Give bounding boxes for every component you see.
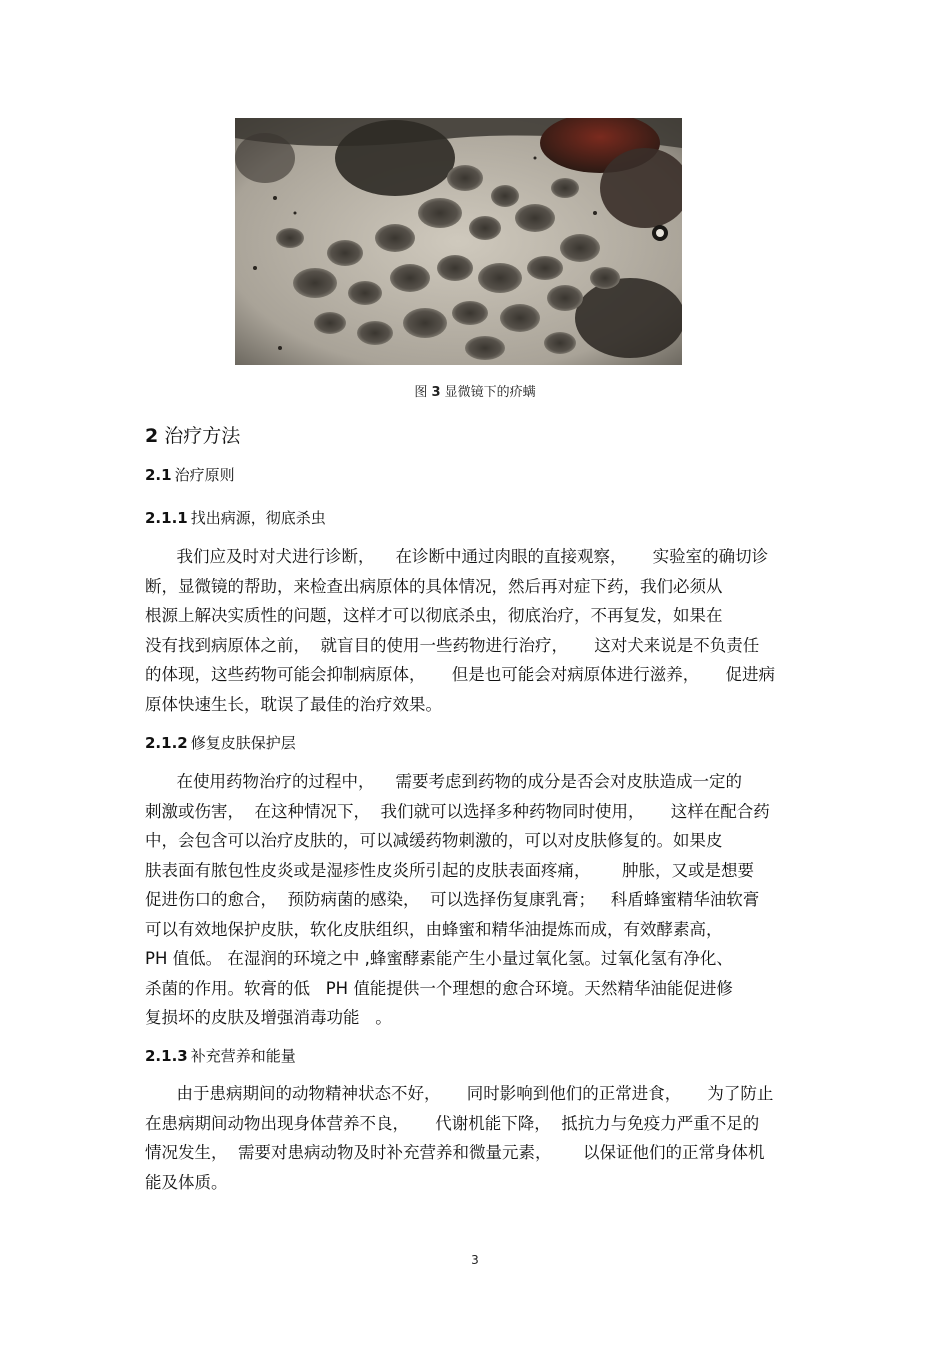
section-2-1-heading	[145, 464, 235, 485]
paragraph-line: 能及体质。	[145, 1172, 228, 1192]
section-2-heading	[145, 421, 240, 448]
section-2-1-1-title: 找出病源，彻底杀虫	[190, 509, 326, 527]
paragraph-line: 由于患病期间的动物精神状态不好， 同时影响到他们的正常进食， 为了防止	[145, 1084, 774, 1103]
paragraph-line: 中，会包含可以治疗皮肤的，可以减缓药物刺激的，可以对皮肤修复的。如果皮	[145, 831, 723, 850]
paragraph-line: 原体快速生长，耽误了最佳的治疗效果。	[145, 694, 442, 714]
section-2-1-1-heading	[145, 507, 326, 528]
paragraph-line: 断，显微镜的帮助，来检查出病原体的具体情况，然后再对症下药，我们必须从	[145, 576, 723, 596]
page-number: 3	[471, 1253, 479, 1267]
section-2-1-2-title: 修复皮肤保护层	[190, 734, 296, 752]
section-2-1-1-paragraph	[145, 542, 810, 719]
paragraph-line: 杀菌的作用。软膏的低 PH 值能提供一个理想的愈合环境。天然精华油能促进修	[145, 978, 733, 998]
paragraph-line: 促进伤口的愈合， 预防病菌的感染， 可以选择伤复康乳膏； 科盾蜂蜜精华油软膏	[145, 890, 760, 909]
section-2-1-number: 2.1	[145, 466, 172, 484]
section-2-1-1-number: 2.1.1	[145, 509, 188, 527]
paragraph-line: 肤表面有脓包性皮炎或是湿疹性皮炎所引起的皮肤表面疼痛， 肿胀，又或是想要	[145, 860, 754, 880]
section-2-1-2-heading	[145, 732, 296, 753]
microscope-image	[235, 118, 682, 365]
section-2-1-3-title: 补充营养和能量	[190, 1047, 296, 1065]
section-2-1-title: 治疗原则	[174, 466, 235, 484]
paragraph-line: 没有找到病原体之前， 就盲目的使用一些药物进行治疗， 这对犬来说是不负责任	[145, 635, 760, 655]
paragraph-line: 我们应及时对犬进行诊断， 在诊断中通过肉眼的直接观察， 实验室的确切诊	[145, 547, 769, 566]
figure-caption-text: 显微镜下的疥螨	[444, 385, 536, 400]
section-2-1-3-number: 2.1.3	[145, 1047, 188, 1065]
paragraph-line: 根源上解决实质性的问题，这样才可以彻底杀虫，彻底治疗，不再复发，如果在	[145, 606, 723, 625]
figure-number: 3	[431, 385, 441, 400]
figure-caption	[0, 381, 950, 400]
paragraph-line: 在患病期间动物出现身体营养不良， 代谢机能下降， 抵抗力与免疫力严重不足的	[145, 1113, 760, 1133]
section-2-1-3-heading	[145, 1045, 296, 1066]
section-2-1-2-number: 2.1.2	[145, 734, 188, 752]
figure-label: 图	[414, 385, 428, 400]
paragraph-line: 情况发生， 需要对患病动物及时补充营养和微量元素， 以保证他们的正常身体机	[145, 1143, 765, 1162]
section-2-1-2-paragraph	[145, 767, 810, 1033]
section-2-number: 2	[145, 425, 159, 447]
paragraph-line: 在使用药物治疗的过程中， 需要考虑到药物的成分是否会对皮肤造成一定的	[145, 772, 742, 791]
section-2-1-3-paragraph	[145, 1079, 810, 1197]
paragraph-line: 刺激或伤害， 在这种情况下， 我们就可以选择多种药物同时使用， 这样在配合药	[145, 801, 770, 821]
paragraph-line: PH 值低。 在湿润的环境之中 ,蜂蜜酵素能产生小量过氧化氢。过氧化氢有净化、	[145, 949, 733, 968]
section-2-title: 治疗方法	[164, 425, 241, 447]
paragraph-line: 复损坏的皮肤及增强消毒功能 。	[145, 1008, 392, 1027]
paragraph-line: 的体现，这些药物可能会抑制病原体， 但是也可能会对病原体进行滋养， 促进病	[145, 665, 775, 684]
paragraph-line: 可以有效地保护皮肤，软化皮肤组织，由蜂蜜和精华油提炼而成，有效酵素高，	[145, 919, 723, 939]
